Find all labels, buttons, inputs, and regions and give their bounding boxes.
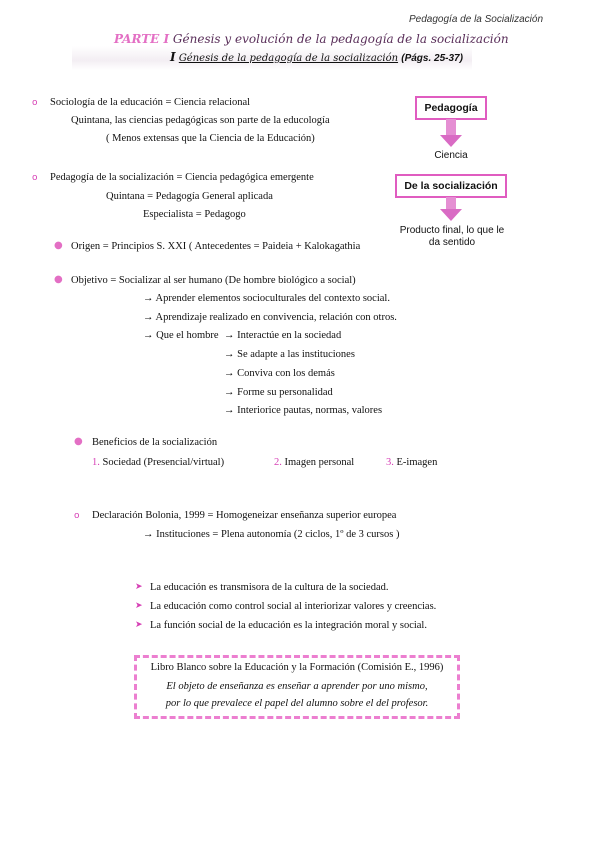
ciencia-label: Ciencia (434, 150, 468, 161)
quote-line2: por lo que prevalece el papel del alumno sobre el del profesor. (165, 698, 429, 709)
socializacion-box: De la socialización (395, 174, 507, 198)
beneficio-1-number: 1. (92, 457, 100, 468)
point-2: La educación como control social al interiorizar valores y creencias. (150, 601, 437, 612)
objetivo-q3: → Conviva con los demás (224, 368, 335, 379)
point-1: La educación es transmisora de la cultura de la sociedad. (150, 582, 389, 593)
s2-line3: Especialista = Pedagogo (143, 209, 246, 220)
objetivo-a2: → Aprendizaje realizado en convivencia, relación con otros. (143, 312, 397, 323)
origen-line: Origen = Principios S. XXI ( Antecedentes = Paideia + Kalokagathia (71, 241, 361, 252)
bullet-icon: ● (74, 436, 83, 447)
bullet-icon: o (74, 511, 80, 521)
page-title (114, 32, 509, 46)
s2-line2: Quintana = Pedagogía General aplicada (106, 191, 273, 202)
bolonia-line2: → Instituciones = Plena autonomía (2 ciclos, 1º de 3 cursos ) (143, 529, 400, 540)
bullet-icon: ● (54, 240, 63, 251)
title-main: Génesis y evolución de la pedagogía de la socialización (172, 32, 509, 46)
beneficio-3-text: E-imagen (396, 457, 438, 468)
objetivo-q1: → Interactúe en la sociedad (224, 330, 342, 341)
bullet-icon: ● (54, 274, 63, 285)
s1-line2: Quintana, las ciencias pedagógicas son parte de la educología (71, 115, 330, 126)
subtitle-pages: (Págs. 25-37) (401, 53, 463, 64)
subtitle-text: Génesis de la pedagogía de la socialización (178, 53, 399, 64)
beneficio-2-number: 2. (274, 457, 282, 468)
arrowhead-icon: ➤ (135, 582, 143, 592)
beneficio-1 (92, 456, 224, 469)
beneficio-3 (386, 456, 437, 469)
producto-line2: da sentido (428, 237, 476, 248)
down-arrow-icon (439, 196, 463, 222)
bullet-icon: o (32, 98, 38, 108)
objetivo-que: → Que el hombre (143, 330, 219, 341)
objetivo-line: Objetivo = Socializar al ser humano (De hombre biológico a social) (71, 275, 356, 286)
objetivo-q4: → Forme su personalidad (224, 387, 333, 398)
running-header: Pedagogía de la Socialización (409, 14, 543, 25)
quote-title: Libro Blanco sobre la Educación y la Formación (Comisión E., 1996) (150, 662, 444, 673)
producto-line1: Producto final, lo que le (399, 225, 505, 236)
beneficio-1-text: Sociedad (Presencial/virtual) (102, 457, 225, 468)
point-3: La función social de la educación es la integración moral y social. (150, 620, 427, 631)
down-arrow-icon (439, 118, 463, 148)
arrowhead-icon: ➤ (135, 620, 143, 630)
page-subtitle (170, 50, 463, 64)
arrowhead-icon: ➤ (135, 601, 143, 611)
objetivo-a1: → Aprender elementos socioculturales del contexto social. (143, 293, 390, 304)
objetivo-q5: → Interiorice pautas, normas, valores (224, 405, 383, 416)
bullet-icon: o (32, 173, 38, 183)
objetivo-q2: → Se adapte a las instituciones (224, 349, 355, 360)
producto-label (388, 225, 516, 249)
s1-line3: ( Menos extensas que la Ciencia de la Educación) (106, 133, 315, 144)
beneficio-3-number: 3. (386, 457, 394, 468)
beneficio-2 (274, 456, 354, 469)
bolonia-line1: Declaración Bolonia, 1999 = Homogeneizar enseñanza superior europea (92, 510, 397, 521)
beneficio-2-text: Imagen personal (284, 457, 355, 468)
s1-line1: Sociología de la educación = Ciencia relacional (50, 97, 251, 108)
pedagogia-box: Pedagogía (415, 96, 487, 120)
s2-line1: Pedagogía de la socialización = Ciencia pedagógica emergente (50, 172, 314, 183)
quote-line1: El objeto de enseñanza es enseñar a aprender por uno mismo, (166, 681, 428, 692)
part-label: PARTE I (114, 32, 170, 46)
beneficios-title: Beneficios de la socialización (92, 437, 218, 448)
subtitle-number: I (170, 50, 176, 64)
